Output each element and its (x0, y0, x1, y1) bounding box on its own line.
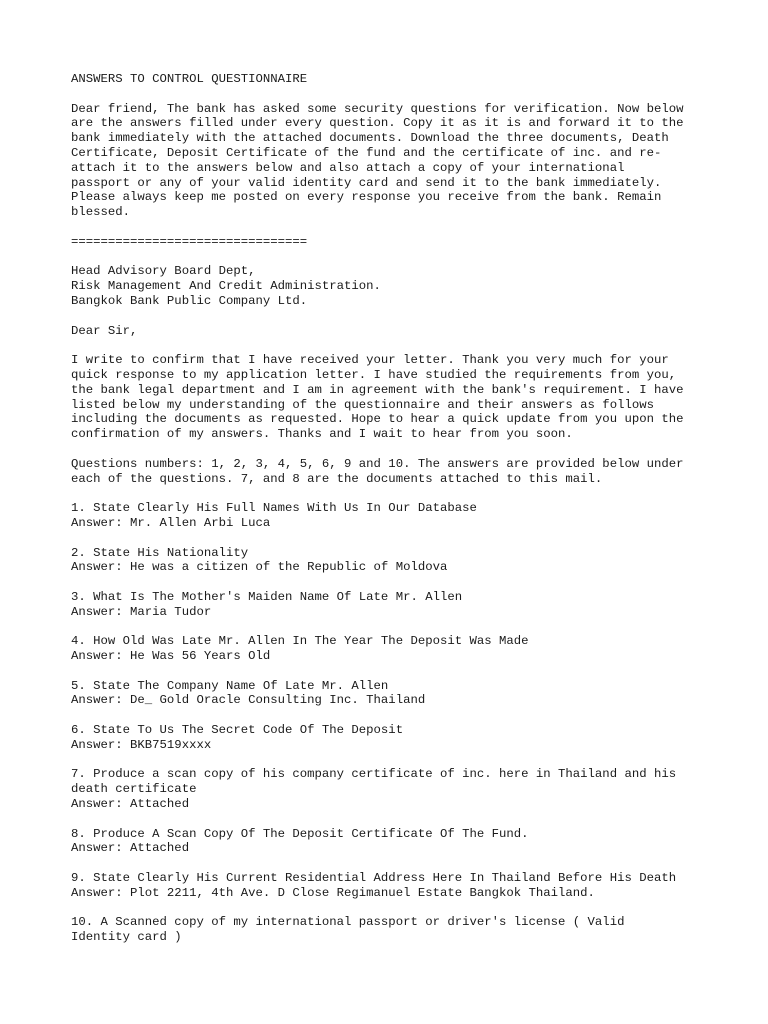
question-text: 10. A Scanned copy of my international passport or driver's license ( Valid (71, 915, 625, 930)
separator-line: ================================ (71, 234, 308, 249)
answer-text: Answer: Attached (71, 841, 190, 856)
document-heading (71, 72, 711, 87)
address-block (71, 264, 711, 308)
letter-paragraph (71, 353, 711, 442)
letter-line: quick response to my application letter. I have studied the requirements from you, (71, 367, 677, 382)
intro-line: attach it to the answers below and also attach a copy of your international (71, 160, 625, 175)
document-page (71, 72, 711, 960)
question-text: 9. State Clearly His Current Residential Address Here In Thailand Before His Death (71, 871, 677, 886)
letter-line: the bank legal department and I am in agreement with the bank's requirement. I have (71, 382, 684, 397)
answer-text: Answer: Maria Tudor (71, 604, 212, 619)
answer-text: Answer: Attached (71, 797, 190, 812)
qa-item-6 (71, 723, 711, 753)
questions-intro (71, 457, 711, 487)
answer-text: Answer: Mr. Allen Arbi Luca (71, 515, 271, 530)
intro-line: Please always keep me posted on every response you receive from the bank. Remain (71, 190, 662, 205)
qa-item-7 (71, 767, 711, 811)
address-line: Risk Management And Credit Administration. (71, 279, 381, 294)
qa-item-2 (71, 546, 711, 576)
intro-line: are the answers filled under every question. Copy it as it is and forward it to the (71, 116, 684, 131)
question-text: 2. State His Nationality (71, 545, 249, 560)
intro-paragraph (71, 102, 711, 220)
qa-item-9 (71, 871, 711, 901)
question-text: 4. How Old Was Late Mr. Allen In The Year The Deposit Was Made (71, 634, 529, 649)
intro-line: Certificate, Deposit Certificate of the fund and the certificate of inc. and re- (71, 145, 662, 160)
question-text: 8. Produce A Scan Copy Of The Deposit Certificate Of The Fund. (71, 826, 529, 841)
intro-line: passport or any of your valid identity card and send it to the bank immediately. (71, 175, 662, 190)
qa-item-5 (71, 679, 711, 709)
letter-line: listed below my understanding of the questionnaire and their answers as follows (71, 397, 654, 412)
intro-line: blessed. (71, 205, 131, 220)
letter-line: I write to confirm that I have received your letter. Thank you very much for your (71, 353, 669, 368)
answer-text: Answer: He was a citizen of the Republic of Moldova (71, 560, 448, 575)
qa-item-4 (71, 634, 711, 664)
separator-block (71, 235, 711, 250)
question-text: 6. State To Us The Secret Code Of The Deposit (71, 723, 404, 738)
qa-item-10 (71, 915, 711, 945)
questions-intro-line: Questions numbers: 1, 2, 3, 4, 5, 6, 9 and 10. The answers are provided below under (71, 456, 684, 471)
question-text: death certificate (71, 782, 197, 797)
qa-item-1 (71, 501, 711, 531)
answer-text: Answer: Plot 2211, 4th Ave. D Close Regimanuel Estate Bangkok Thailand. (71, 885, 595, 900)
qa-item-3 (71, 590, 711, 620)
question-text: 7. Produce a scan copy of his company certificate of inc. here in Thailand and his (71, 767, 677, 782)
address-line: Bangkok Bank Public Company Ltd. (71, 293, 308, 308)
heading-text: ANSWERS TO CONTROL QUESTIONNAIRE (71, 72, 308, 86)
address-line: Head Advisory Board Dept, (71, 264, 256, 279)
question-text: 3. What Is The Mother's Maiden Name Of Late Mr. Allen (71, 589, 463, 604)
salutation-block (71, 324, 711, 339)
qa-item-8 (71, 827, 711, 857)
answer-text: Answer: He Was 56 Years Old (71, 649, 271, 664)
intro-line: bank immediately with the attached documents. Download the three documents, Death (71, 131, 669, 146)
letter-line: including the documents as requested. Hope to hear a quick update from you upon the (71, 412, 684, 427)
intro-line: Dear friend, The bank has asked some security questions for verification. Now below (71, 101, 684, 116)
question-text: 1. State Clearly His Full Names With Us In Our Database (71, 501, 477, 516)
question-text: 5. State The Company Name Of Late Mr. Allen (71, 678, 389, 693)
questions-intro-line: each of the questions. 7, and 8 are the documents attached to this mail. (71, 471, 603, 486)
answer-text: Answer: De_ Gold Oracle Consulting Inc. Thailand (71, 693, 426, 708)
salutation: Dear Sir, (71, 323, 138, 338)
question-text: Identity card ) (71, 930, 182, 945)
answer-text: Answer: BKB7519xxxx (71, 737, 212, 752)
letter-line: confirmation of my answers. Thanks and I wait to hear from you soon. (71, 427, 573, 442)
